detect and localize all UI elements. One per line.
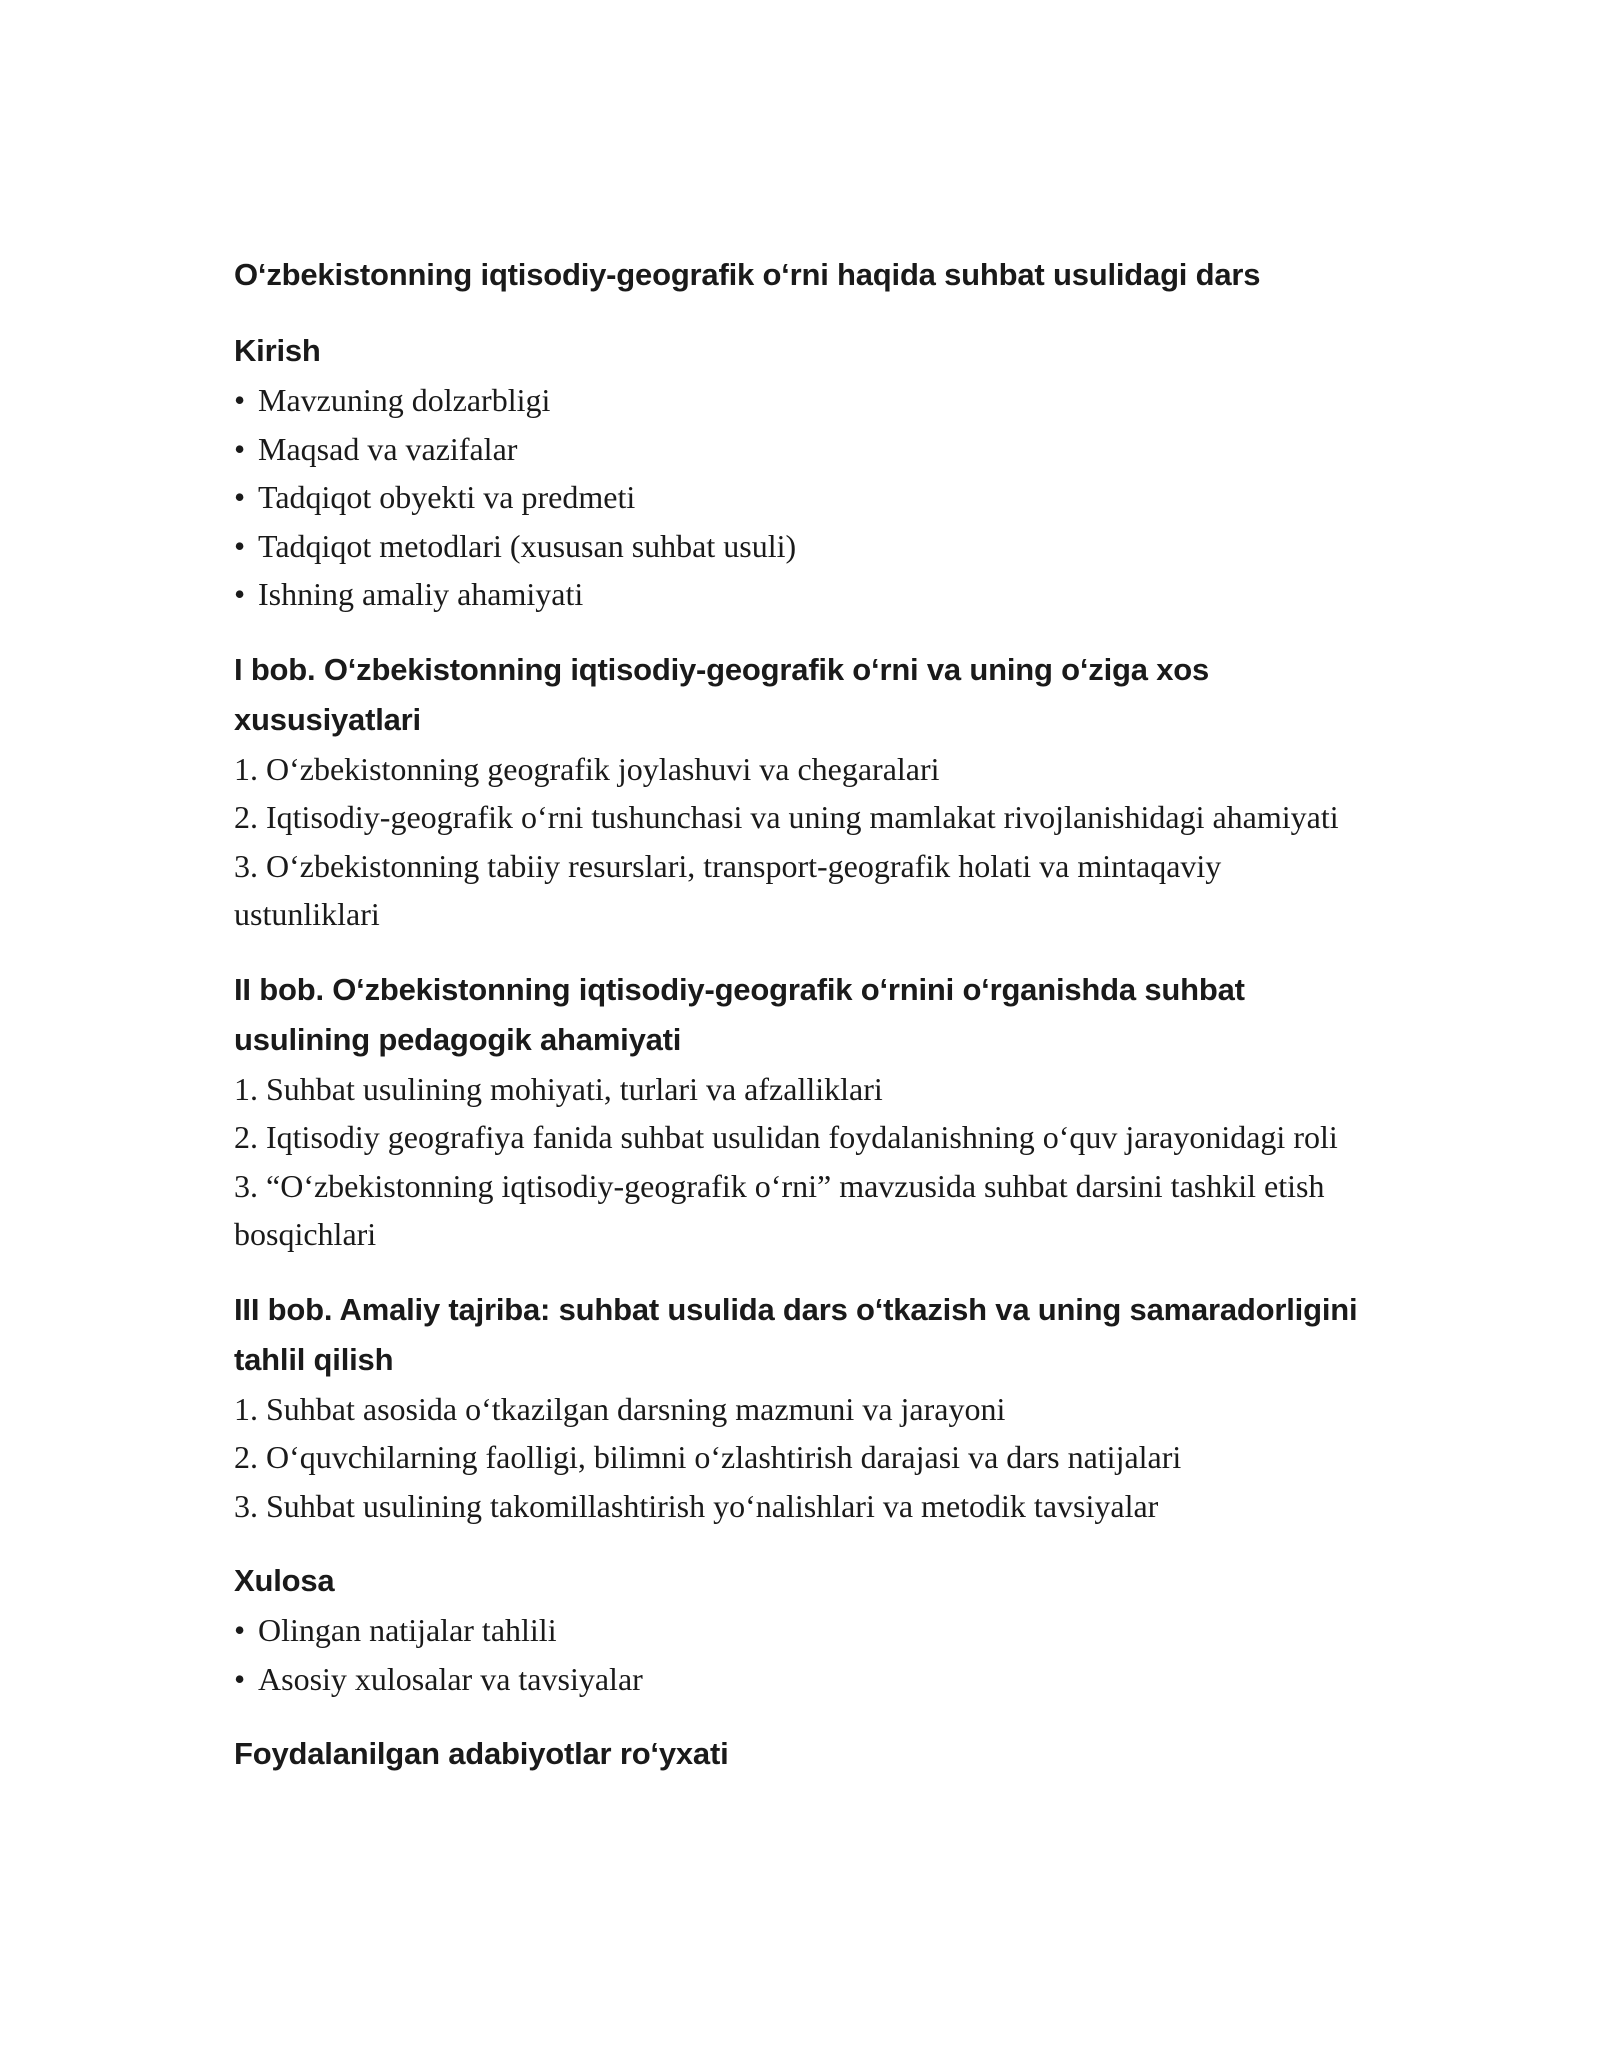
numbered-item: 3. “O‘zbekistonning iqtisodiy-geografik o‘rni” mavzusida suhbat darsini tashkil etish bosqichlari xyxy=(234,1167,1325,1252)
section-adabiyotlar xyxy=(234,1729,1364,1779)
list-item xyxy=(234,473,1364,522)
numbered-item: 3. Suhbat usulining takomillashtirish yo‘nalishlari va metodik tavsiyalar xyxy=(234,1487,1159,1524)
section-xulosa xyxy=(234,1556,1364,1703)
numbered-item: 3. O‘zbekistonning tabiiy resurslari, transport-geografik holati va mintaqaviy ustunliklari xyxy=(234,847,1222,932)
bullet-icon: • xyxy=(234,382,246,418)
list-item xyxy=(234,425,1364,474)
list-item xyxy=(234,1655,1364,1704)
bullet-icon: • xyxy=(234,430,246,467)
section-bob-1 xyxy=(234,645,1364,939)
list-item-text: Mavzuning dolzarbligi xyxy=(258,382,551,418)
list-item xyxy=(234,522,1364,571)
section-heading-xulosa: Xulosa xyxy=(234,1563,335,1598)
numbered-item: 1. O‘zbekistonning geografik joylashuvi va chegaralari xyxy=(234,750,940,787)
numbered-item: 1. Suhbat asosida o‘tkazilgan darsning mazmuni va jarayoni xyxy=(234,1390,1006,1427)
document-page xyxy=(234,250,1364,1805)
section-heading-bob-1: I bob. O‘zbekistonning iqtisodiy-geografik o‘rni va uning o‘ziga xos xususiyatlari xyxy=(234,651,1210,737)
numbered-item: 2. Iqtisodiy-geografik o‘rni tushunchasi va uning mamlakat rivojlanishidagi ahamiyati xyxy=(234,799,1339,835)
list-item-text: Tadqiqot obyekti va predmeti xyxy=(258,479,636,515)
numbered-item: 1. Suhbat usulining mohiyati, turlari va afzalliklari xyxy=(234,1070,883,1107)
bullet-icon: • xyxy=(234,479,246,515)
bullet-icon: • xyxy=(234,1612,246,1648)
numbered-item: 2. Iqtisodiy geografiya fanida suhbat usulidan foydalanishning o‘quv jarayonidagi roli xyxy=(234,1119,1338,1155)
list-item xyxy=(234,570,1364,619)
bullet-icon: • xyxy=(234,1660,246,1697)
list-item-text: Tadqiqot metodlari (xususan suhbat usuli) xyxy=(258,527,797,564)
section-heading-bob-2: II bob. O‘zbekistonning iqtisodiy-geografik o‘rnini o‘rganishda suhbat usulining pedagogik ahamiyati xyxy=(234,971,1245,1057)
numbered-item: 2. O‘quvchilarning faolligi, bilimni o‘zlashtirish darajasi va dars natijalari xyxy=(234,1439,1182,1475)
list-item-text: Olingan natijalar tahlili xyxy=(258,1612,557,1648)
list-item-text: Maqsad va vazifalar xyxy=(258,430,518,467)
section-heading-adabiyotlar: Foydalanilgan adabiyotlar ro‘yxati xyxy=(234,1736,729,1771)
section-bob-2 xyxy=(234,965,1364,1259)
bullet-icon: • xyxy=(234,576,246,612)
section-heading-kirish: Kirish xyxy=(234,333,321,368)
section-bob-3 xyxy=(234,1285,1364,1531)
section-heading-bob-3: III bob. Amaliy tajriba: suhbat usulida dars o‘tkazish va uning samaradorligini tahlil qilish xyxy=(234,1291,1358,1377)
bullet-icon: • xyxy=(234,527,246,564)
list-item xyxy=(234,1606,1364,1655)
list-item xyxy=(234,376,1364,425)
list-item-text: Asosiy xulosalar va tavsiyalar xyxy=(258,1660,643,1697)
document-title: O‘zbekistonning iqtisodiy-geografik o‘rni haqida suhbat usulidagi dars xyxy=(234,257,1261,292)
section-kirish xyxy=(234,326,1364,619)
list-item-text: Ishning amaliy ahamiyati xyxy=(258,576,584,612)
